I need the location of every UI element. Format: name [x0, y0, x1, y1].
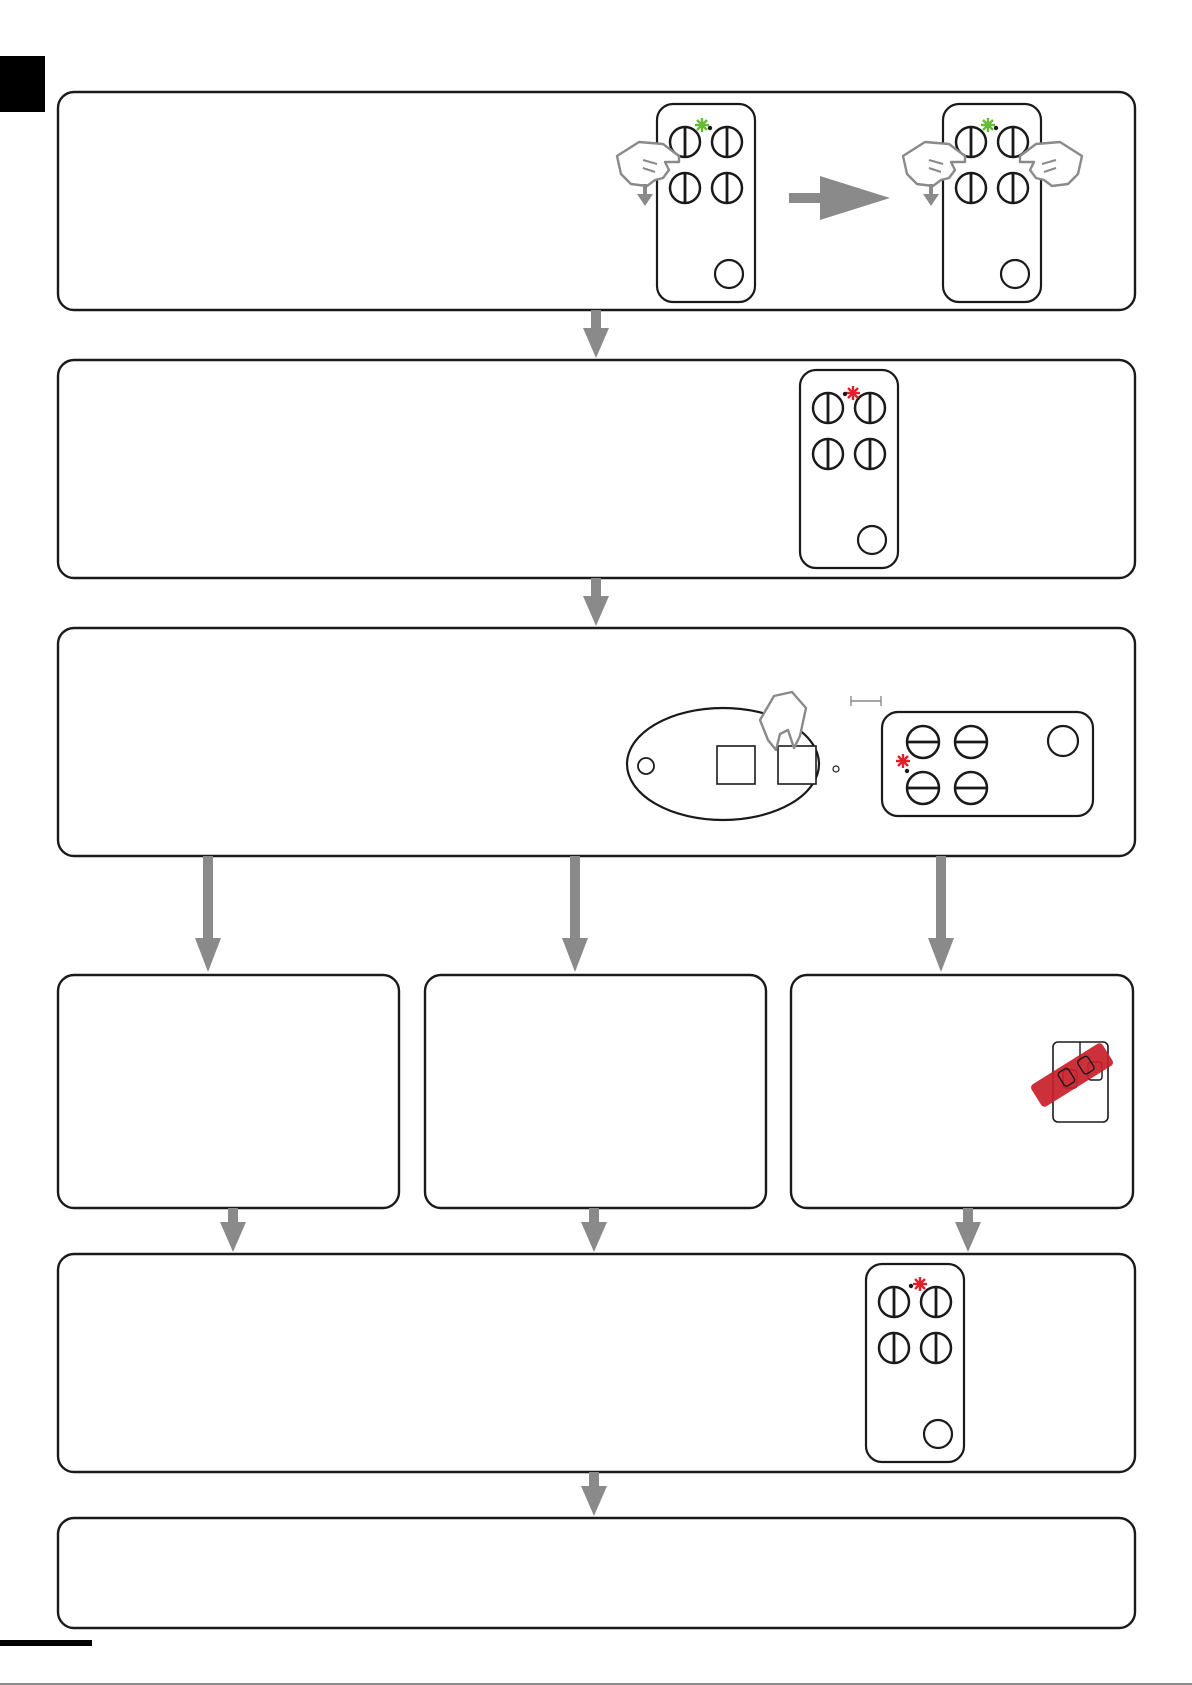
- led-flash-red-icon: [913, 1277, 927, 1291]
- flow-arrow-b-5: [581, 1208, 607, 1252]
- flow-arrow-3-c: [928, 856, 954, 972]
- receiver-button: [717, 746, 755, 784]
- corner-tab: [0, 56, 45, 112]
- led-flash-red-icon: [896, 754, 910, 768]
- led-flash-red-icon: [846, 386, 860, 400]
- flow-arrow-5-6: [581, 1472, 607, 1516]
- step-2-box: [58, 360, 1135, 578]
- branch-a-box: [58, 975, 399, 1208]
- flow-arrow-3-a: [195, 856, 221, 972]
- led-flash-green-icon: [695, 118, 709, 132]
- large-right-arrow-icon: [789, 176, 890, 220]
- step-6-box: [58, 1518, 1135, 1628]
- step-2-illustration: [800, 370, 898, 568]
- remote-control-horizontal: [882, 712, 1093, 816]
- led-dot: [708, 126, 712, 130]
- branch-b-box: [425, 975, 766, 1208]
- flow-arrow-1-2: [583, 310, 609, 358]
- led-dot: [909, 1284, 913, 1288]
- small-down-arrow-icon: [637, 184, 653, 206]
- dimension-marker: [851, 696, 881, 706]
- small-down-arrow-icon: [923, 184, 939, 206]
- flow-arrow-2-3: [583, 578, 609, 626]
- step-1-illustration: [617, 104, 1082, 302]
- remote-control: [866, 1264, 964, 1462]
- led-flash-green-icon: [981, 118, 995, 132]
- step-5-illustration: [866, 1264, 964, 1462]
- led-dot: [843, 392, 847, 396]
- flow-arrow-c-5: [955, 1208, 981, 1252]
- footer-bar: [0, 1640, 92, 1646]
- led-dot: [994, 126, 998, 130]
- crossed-out-receiver-icon: [1029, 1042, 1114, 1122]
- receiver-button: [778, 746, 816, 784]
- step-3-illustration: [627, 692, 1093, 820]
- remote-control: [657, 104, 755, 302]
- led-dot: [905, 769, 909, 773]
- remote-control: [943, 104, 1041, 302]
- flow-arrow-3-b: [562, 856, 588, 972]
- flow-arrow-a-5: [220, 1208, 246, 1252]
- remote-control: [800, 370, 898, 568]
- step-5-box: [58, 1254, 1135, 1472]
- receiver-board: [627, 708, 839, 820]
